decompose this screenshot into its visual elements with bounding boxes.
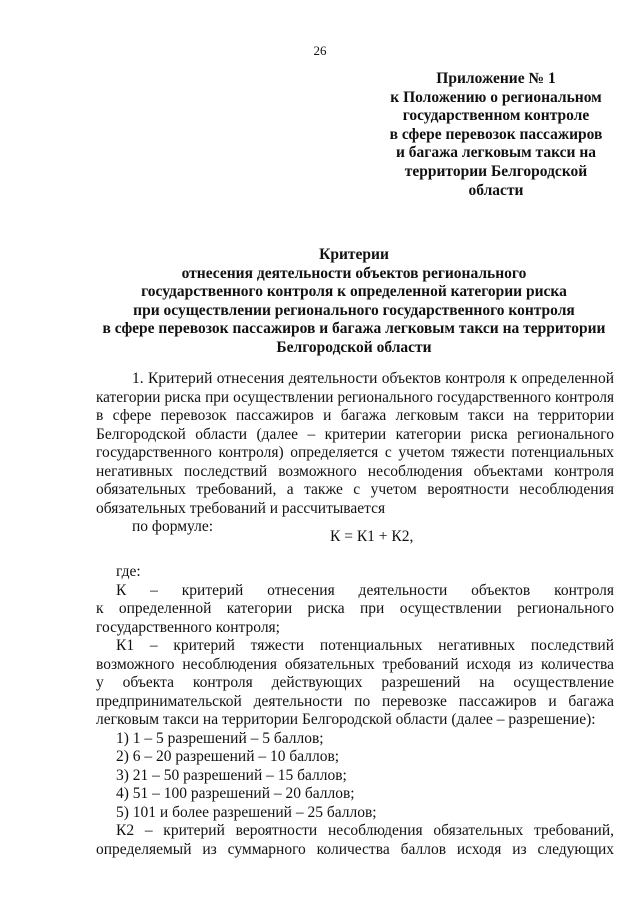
by-formula-label: по формуле: <box>132 518 214 535</box>
k1-list-item: 2) 6 – 20 разрешений – 10 баллов; <box>116 748 340 765</box>
k-definition-line: К – критерий отнесения деятельности объектов контроля <box>116 581 614 599</box>
annex-header <box>372 70 620 200</box>
k2-definition-line: определяемый из суммарного количества баллов исходя из следующих <box>96 840 614 858</box>
paragraph-line: обязательных требований, а также с учетом вероятности несоблюдения <box>96 481 614 498</box>
k1-list-item: 3) 21 – 50 разрешений – 15 баллов; <box>116 766 347 784</box>
paragraph-1 <box>96 370 614 537</box>
paragraph-line: 1. Критерий отнесения деятельности объектов контроля к определенной <box>132 370 614 387</box>
paragraph-line: в сфере перевозок пассажиров и багажа легковым такси на территории <box>96 407 614 424</box>
annex-line: Приложение № 1 <box>436 70 556 87</box>
k1-list-item: 1) 1 – 5 разрешений – 5 баллов; <box>116 729 324 747</box>
paragraph-line: обязательных требований и рассчитывается <box>96 499 386 517</box>
title-line: Критерии <box>319 246 389 263</box>
title-line: в сфере перевозок пассажиров и багажа легковым такси на территории <box>102 320 606 338</box>
k1-definition-line: предпринимательской деятельности по перевозке пассажиров и багажа <box>96 692 614 710</box>
k1-definition-line: возможного несоблюдения обязательных требований исходя из количества <box>96 655 614 673</box>
annex-line: государственном контроле <box>402 107 590 125</box>
k1-list-item: 5) 101 и более разрешений – 25 баллов; <box>116 803 377 821</box>
title-line: Белгородской области <box>276 338 432 356</box>
k1-definition-line: К1 – критерий тяжести потенциальных негативных последствий <box>116 637 614 654</box>
k1-definition-line: у объекта контроля действующих разрешений на осуществление <box>96 674 614 691</box>
annex-line: территории Белгородской <box>404 162 588 180</box>
paragraph-line: категории риска при осуществлении регионального государственного контроля <box>96 388 614 406</box>
k1-definition-line: легковым такси на территории Белгородской области (далее – разрешение): <box>96 711 596 728</box>
title-line: при осуществлении регионального государственного контроля <box>133 301 575 319</box>
formula: К = К1 + К2, <box>330 528 414 545</box>
annex-line: к Положению о региональном <box>390 88 602 106</box>
paragraph-line: государственного контроля) определяется с учетом тяжести потенциальных <box>96 444 614 461</box>
k2-definition-line: К2 – критерий вероятности несоблюдения обязательных требований, <box>116 822 614 839</box>
annex-line: и багажа легковым такси на <box>395 144 597 162</box>
annex-line: области <box>468 181 524 199</box>
k-definition-line: государственного контроля; <box>96 618 280 636</box>
definitions <box>96 563 614 859</box>
page-number: 26 <box>313 43 327 58</box>
where-label: где: <box>116 563 141 580</box>
document-title <box>80 246 628 358</box>
paragraph-line: Белгородской области (далее – критерии категории риска регионального <box>96 425 614 443</box>
k-definition-line: к определенной категории риска при осуществлении регионального <box>96 600 614 617</box>
title-line: государственного контроля к определенной категории риска <box>141 283 567 301</box>
title-line: отнесения деятельности объектов регионального <box>181 264 527 282</box>
paragraph-line: негативных последствий возможного несоблюдения объектами контроля <box>96 462 614 480</box>
annex-line: в сфере перевозок пассажиров <box>389 125 603 143</box>
k1-list-item: 4) 51 – 100 разрешений – 20 баллов; <box>116 785 355 802</box>
